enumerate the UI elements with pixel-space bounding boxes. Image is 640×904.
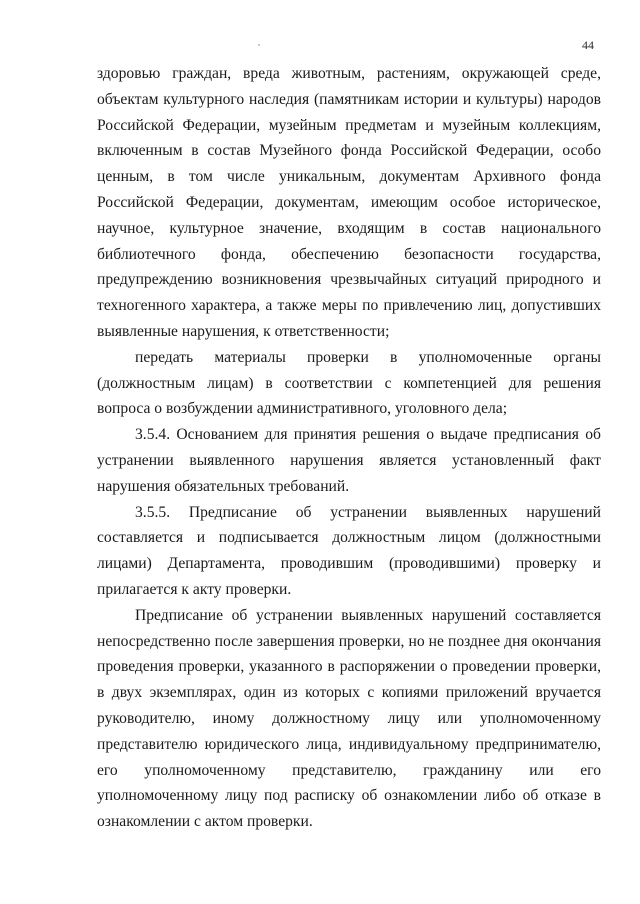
paragraph-transfer-materials: передать материалы проверки в уполномоченные органы (должностным лицам) в соответствии с компетенцией для решения вопроса о возбуждении административного, уголовного дела; [97, 348, 601, 418]
paragraph-3-5-5: 3.5.5. Предписание об устранении выявленных нарушений составляется и подписывается должностным лицом (должностными лицами) Департамента, проводившим (проводившими) проверку и прилагается к акту проверки. [97, 503, 601, 598]
page-number: 44 [582, 38, 594, 52]
paragraph-continuation: здоровью граждан, вреда животным, растениям, окружающей среде, объектам культурного наследия (памятникам истории и культуры) народов Российской Федерации, музейным предметам и музейным коллекциям, включенным в состав Музейного фонда Российской Федерации, особо ценным, в том числе уникальным, документам Архивного фонда Российской Федерации, документам, имеющим особое историческое, научное, культурное значение, входящим в состав национального библиотечного фонда, обеспечению безопасности государства, предупреждению возникновения чрезвычайных ситуаций природного и техногенного характера, а также меры по привлечению лиц, допустивших выявленные нарушения, к ответственности; [97, 65, 601, 340]
document-body [97, 61, 601, 835]
paragraph-prescription-details: Предписание об устранении выявленных нарушений составляется непосредственно после завершения проверки, но не позднее дня окончания проведения проверки, указанного в распоряжении о проведении проверки, в двух экземплярах, один из которых с копиями приложений вручается руководителю, иному должностному лицу или уполномоченному представителю юридического лица, индивидуальному предпринимателю, его уполномоченному представителю, гражданину или его уполномоченному лицу под расписку об ознакомлении либо об отказе в ознакомлении с актом проверки. [97, 606, 601, 831]
scan-speck [258, 44, 260, 46]
paragraph-3-5-4: 3.5.4. Основанием для принятия решения о выдаче предписания об устранении выявленного нарушения является установленный факт нарушения обязательных требований. [97, 426, 601, 495]
